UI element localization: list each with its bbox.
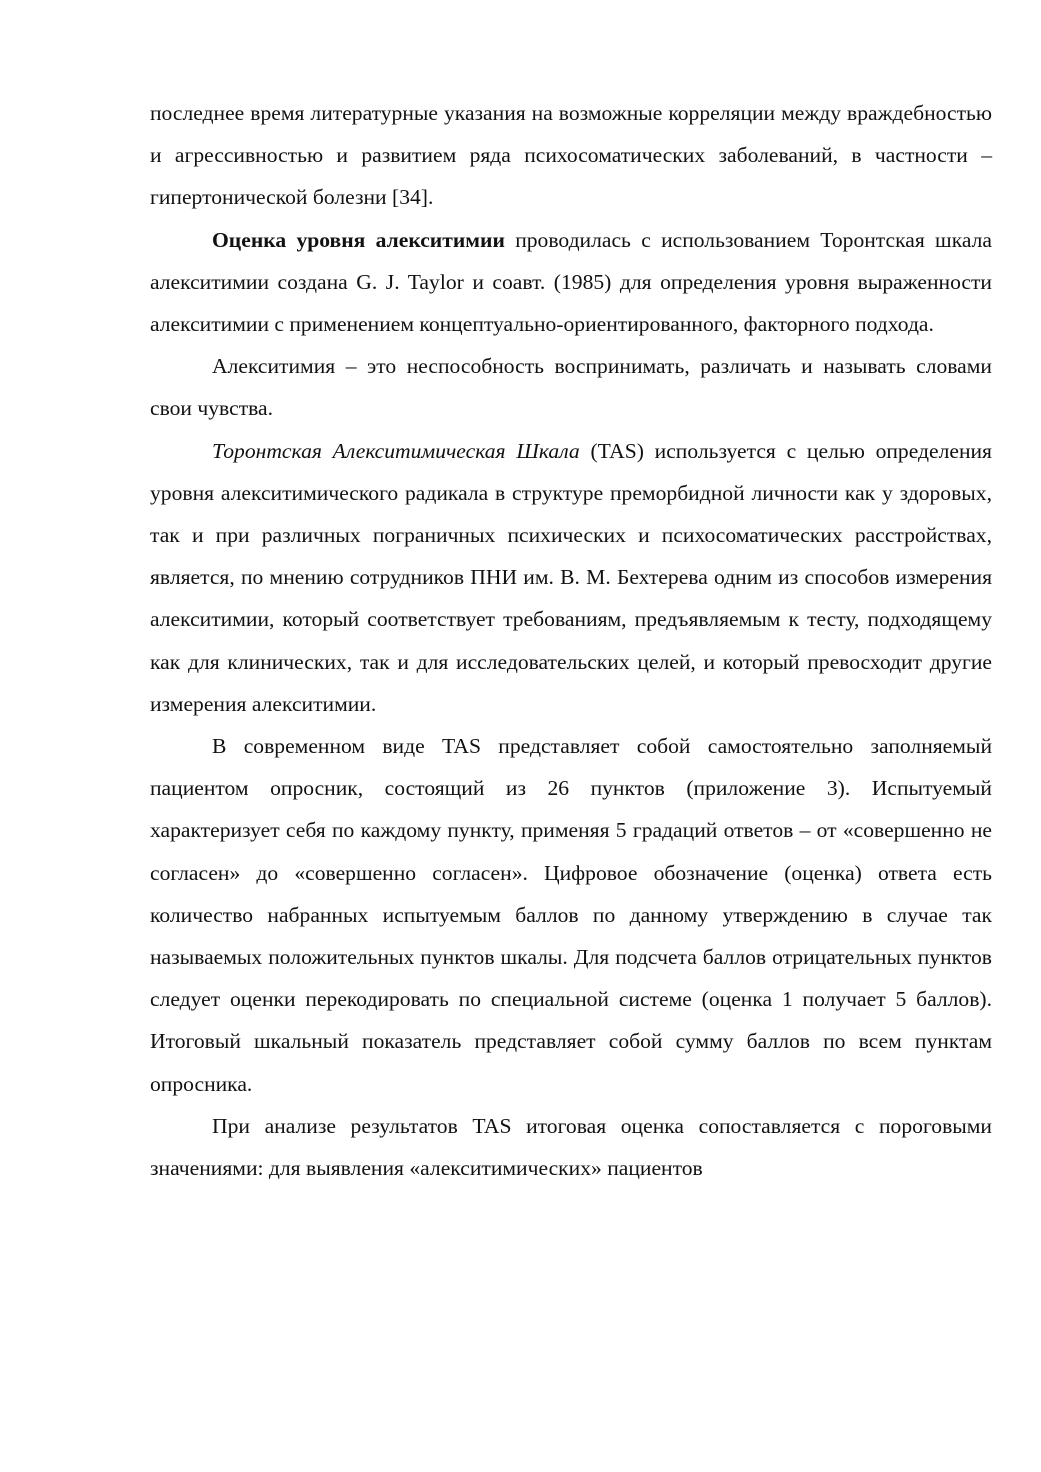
paragraph-text: В современном виде TAS представляет собой самостоятельно заполняемый пациентом опросник, состоящий из 26 пунктов (приложение 3). Испытуемый характеризует себя по каждому пункту, применяя 5 градаций ответов – от «совершенно не согласен» до «совершенно согласен». Цифровое обозначение (оценка) ответа есть количество набранных испытуемым баллов по данному утверждению в случае так называемых положительных пунктов шкалы. Для подсчета баллов отрицательных пунктов следует оценки перекодировать по специальной системе (оценка 1 получает 5 баллов). Итоговый шкальный показатель представляет собой сумму баллов по всем пунктам опросника.	[150, 734, 992, 1096]
paragraph-text: (TAS) используется с целью определения уровня алекситимического радикала в структуре преморбидной личности как у здоровых, так и при различных пограничных психических и психосоматических расстройствах, является, по мнению сотрудников ПНИ им. В. М. Бехтерева одним из способов измерения алекситимии, который соответствует требованиям, предъявляемым к тесту, подходящему как для клинических, так и для исследовательских целей, и который превосходит другие измерения алекситимии.	[150, 438, 992, 716]
paragraph-text: проводилась с использованием Торонтская шкала алекситимии создана G. J. Taylor и соавт. (1985) для определения уровня выраженности алекситимии с применением концептуально-ориентированного, факторного подхода.	[150, 227, 992, 337]
paragraph-text: При анализе результатов TAS итоговая оценка сопоставляется с пороговыми значениями: для выявления «алекситимических» пациентов	[150, 1113, 992, 1181]
paragraph-text: Алекситимия – это неспособность воспринимать, различать и называть словами свои чувства.	[150, 354, 992, 421]
paragraph-hostility-correlations	[150, 92, 992, 219]
paragraph-tas-analysis	[150, 1105, 992, 1189]
paragraph-text: последнее время литературные указания на возможные корреляции между враждебностью и агрессивностью и развитием ряда психосоматических заболеваний, в частности – гипертонической болезни [34].	[150, 101, 992, 210]
paragraph-tas-description	[150, 430, 992, 725]
document-page	[150, 92, 992, 1189]
paragraph-alexithymia-assessment	[150, 219, 992, 346]
italic-scale-name: Торонтская Алекситимическая Шкала	[212, 438, 580, 463]
paragraph-tas-structure	[150, 725, 992, 1105]
bold-heading: Оценка уровня алекситимии	[212, 227, 505, 252]
paragraph-alexithymia-definition	[150, 345, 992, 429]
